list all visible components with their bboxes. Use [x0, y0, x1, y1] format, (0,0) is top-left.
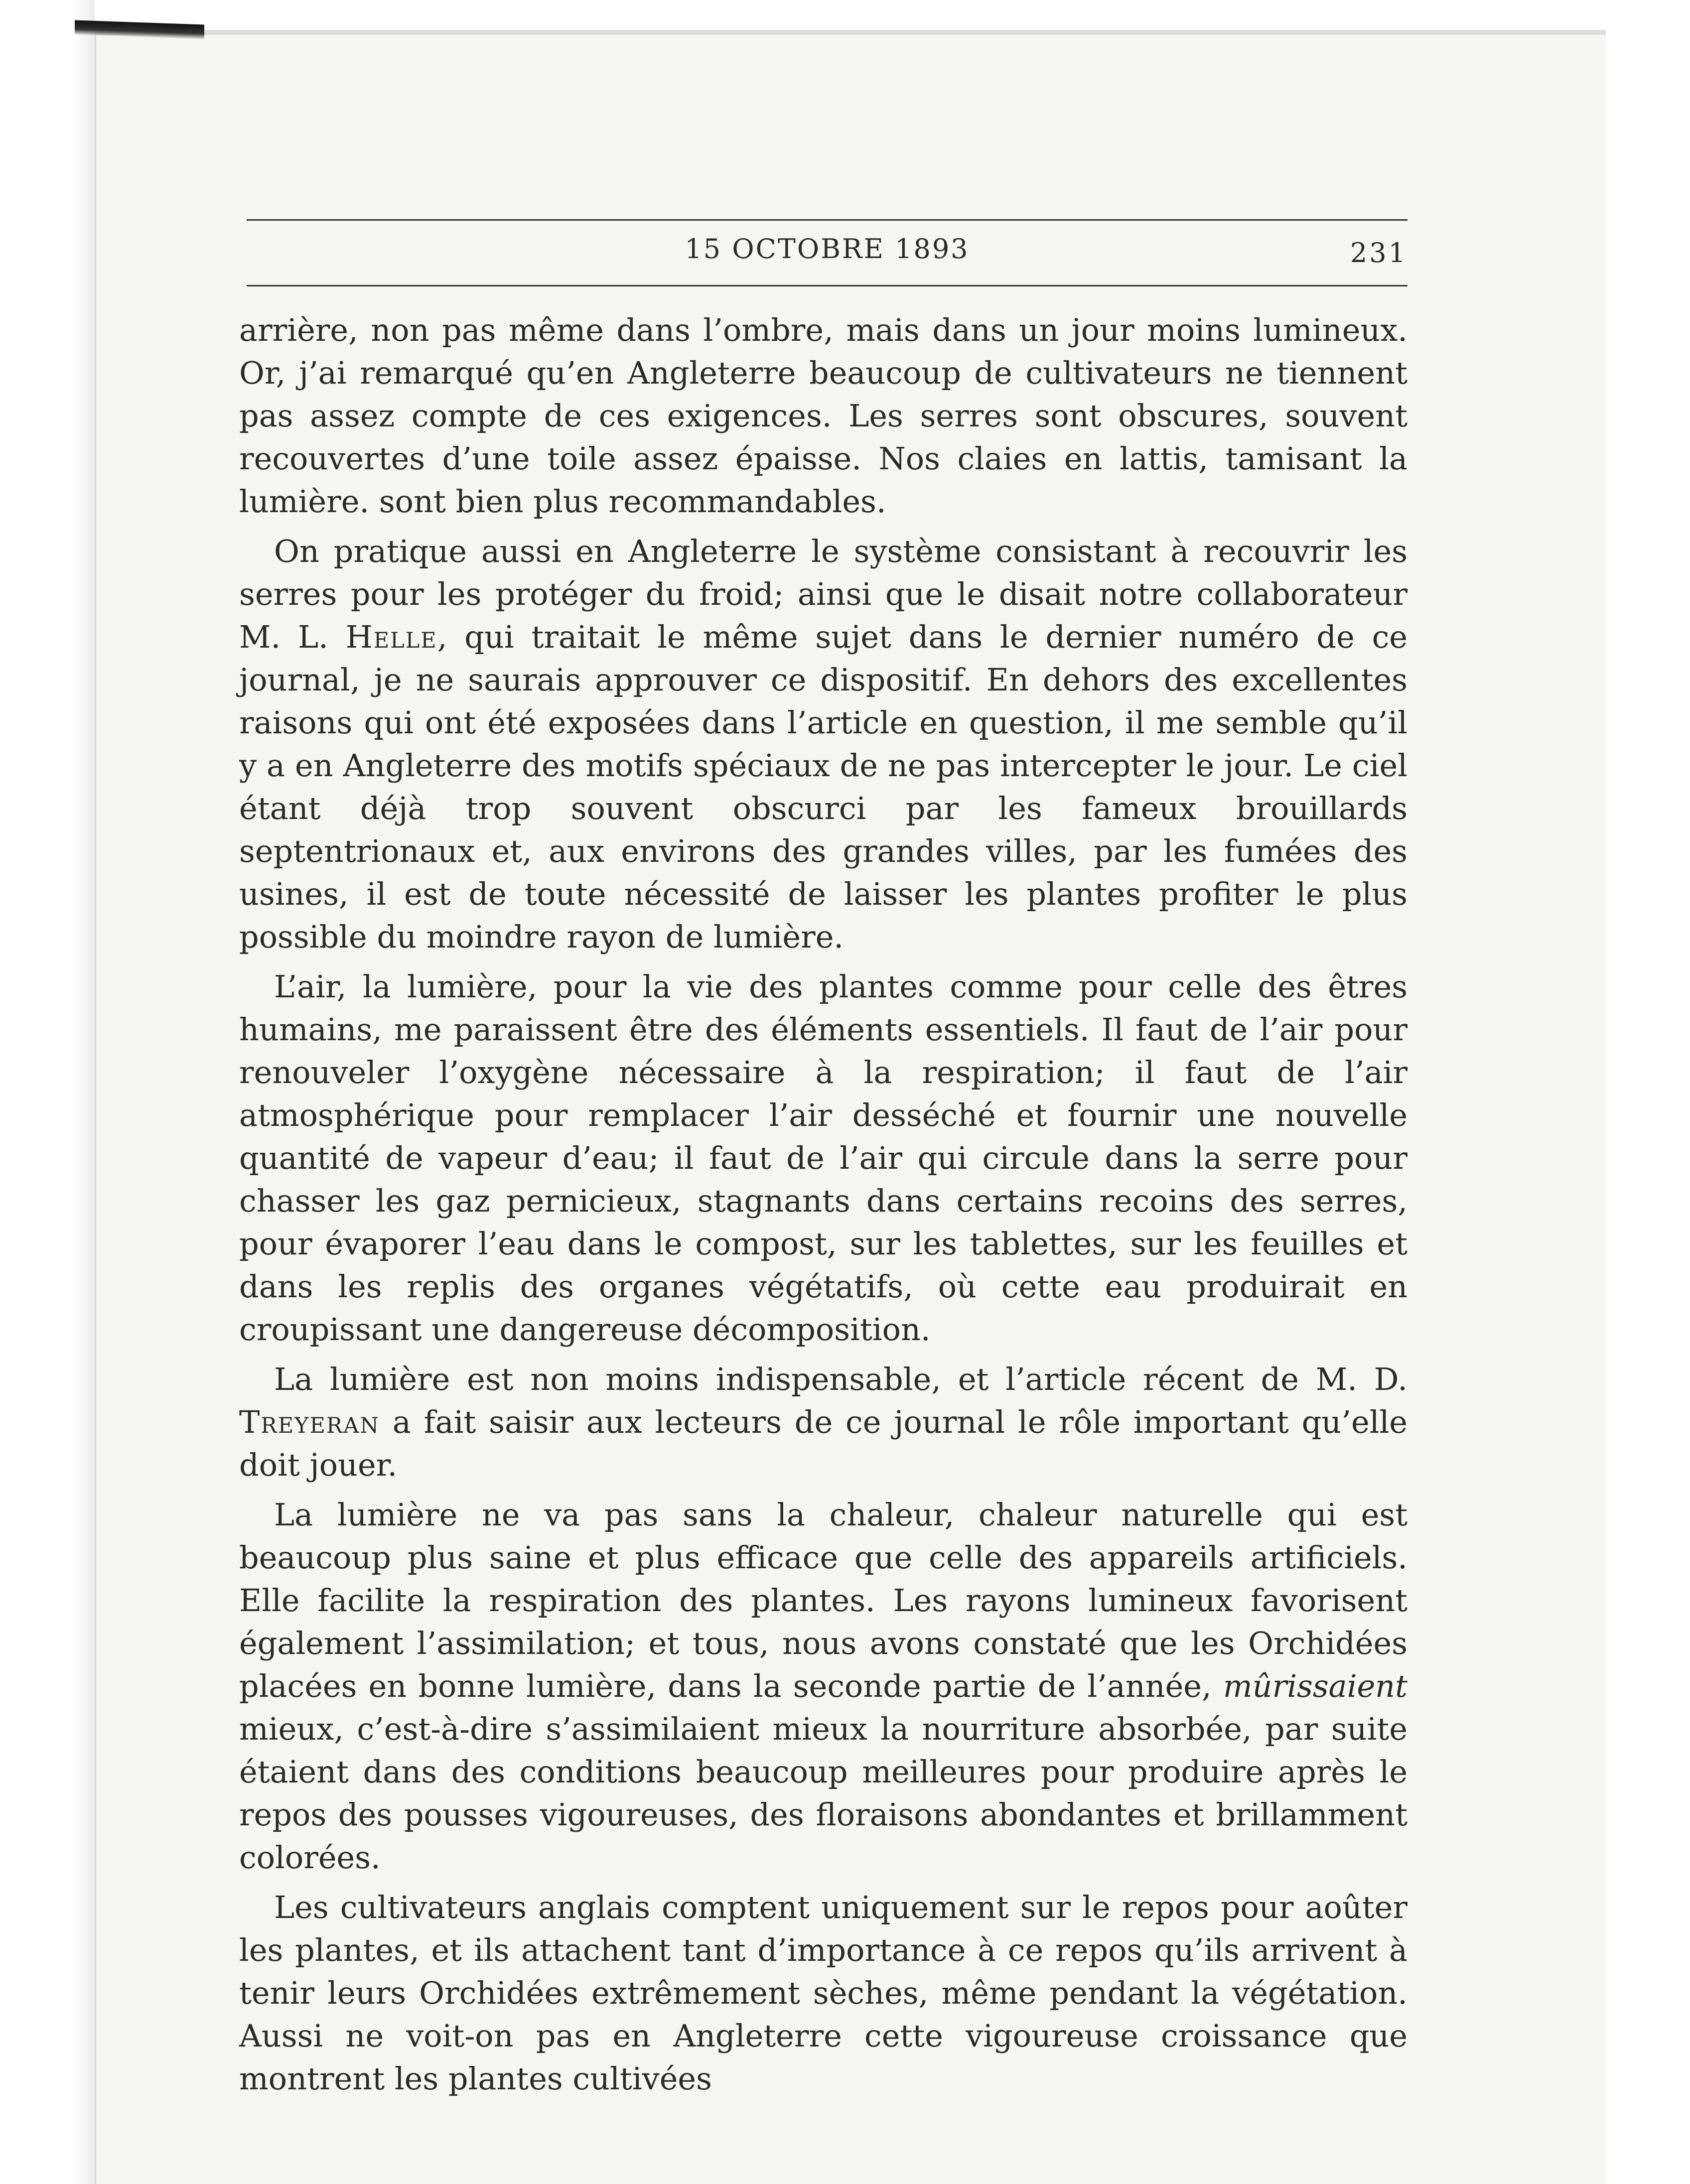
page-top-edge: [96, 30, 1606, 35]
paragraph-3: L’air, la lumière, pour la vie des plantes comme pour celle des êtres humains, me paraissent être des éléments essentiels. Il faut de l’air pour renouveler l’oxygène nécessaire à la respiration; il faut de l’air atmosphérique pour remplacer l’air desséché et fournir une nouvelle quantité de vapeur d’eau; il faut de l’air qui circule dans la serre pour chasser les gaz pernicieux, stagnants dans certains recoins des serres, pour évaporer l’eau dans le compost, sur les tablettes, sur les feuilles et dans les replis des organes végétatifs, où cette eau produirait en croupissant une dangereuse décomposition.: [239, 968, 1408, 1348]
paragraph-2-text-b: , qui traitait le même sujet dans le dernier numéro de ce journal, je ne saurais approuver ce dispositif. En dehors des excellentes raisons qui ont été exposées dans l’article en question, il me semble qu’il y a en Angleterre des motifs spéciaux de ne pas intercepter le jour. Le ciel étant déjà trop souvent obscurci par les fameux brouillards septentrionaux et, aux environs des grandes villes, par les fumées des usines, il est de toute nécessité de laisser les plantes profiter le plus possible du moindre rayon de lumière.: [239, 619, 1408, 955]
italic-term: mûrissaient: [1223, 1668, 1408, 1704]
author-name-helle: Helle: [345, 619, 437, 655]
paragraph-2: [239, 530, 1408, 958]
article-body: [239, 309, 1408, 2107]
page-number: 231: [1350, 237, 1408, 269]
paragraph-2-text-a: On pratique aussi en Angleterre le système consistant à recouvrir les serres pour les protéger du froid; ainsi que le disait notre collaborateur M. L.: [239, 533, 1408, 655]
header-rule-top: [247, 219, 1408, 221]
paragraph-4-text-b: a fait saisir aux lecteurs de ce journal le rôle important qu’elle doit jouer.: [239, 1404, 1408, 1483]
paragraph-5-text-a: La lumière ne va pas sans la chaleur, chaleur naturelle qui est beaucoup plus saine et plus efficace que celle des appareils artificiels. Elle facilite la respiration des plantes. Les rayons lumineux favorisent également l’assimilation; et tous, nous avons constaté que les Orchidées placées en bonne lumière, dans la seconde partie de l’année,: [239, 1497, 1408, 1704]
author-name-treyeran: Treyeran: [239, 1404, 380, 1440]
paragraph-5: [239, 1494, 1408, 1879]
paragraph-5-text-b: mieux, c’est-à-dire s’assimilaient mieux la nourriture absorbée, par suite étaient dans des conditions beaucoup meilleures pour produire après le repos des pousses vigoureuses, des floraisons abondantes et brillamment colorées.: [239, 1711, 1408, 1876]
running-header: [247, 219, 1408, 294]
paragraph-4-text-a: La lumière est non moins indispensable, et l’article récent de M. D.: [274, 1361, 1408, 1397]
paragraph-6: Les cultivateurs anglais comptent uniquement sur le repos pour aoûter les plantes, et ils attachent tant d’importance à ce repos qu’ils arrivent à tenir leurs Orchidées extrêmement sèches, même pendant la végétation. Aussi ne voit-on pas en Angleterre cette vigoureuse croissance que montrent les plantes cultivées: [239, 1889, 1408, 2097]
paragraph-1: arrière, non pas même dans l’ombre, mais dans un jour moins lumineux. Or, j’ai remarqué qu’en Angleterre beaucoup de cultivateurs ne tiennent pas assez compte de ces exigences. Les serres sont obscures, souvent recouvertes d’une toile assez épaisse. Nos claies en lattis, tamisant la lumière. sont bien plus recommandables.: [239, 312, 1408, 520]
header-rule-bottom: [247, 285, 1408, 286]
header-date: 15 OCTOBRE 1893: [685, 233, 970, 265]
paragraph-4: [239, 1358, 1408, 1487]
scan-margin: [0, 0, 95, 2184]
